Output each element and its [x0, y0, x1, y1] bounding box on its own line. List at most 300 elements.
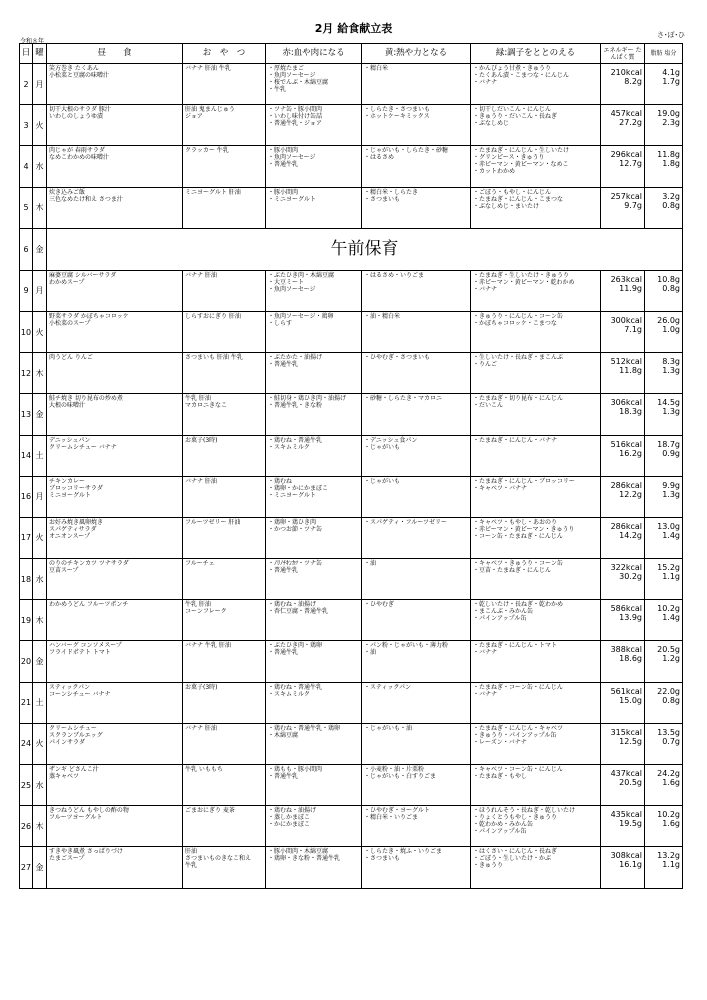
cell-line: 14.5g	[657, 398, 680, 408]
cell-line: 12.7g	[619, 159, 642, 169]
energy-protein-cell	[601, 517, 645, 558]
cell-line: ・鶏むね・油揚げ	[268, 807, 317, 815]
green-group-cell	[471, 723, 601, 764]
cell-line: バナナ 肝油	[185, 477, 217, 485]
cell-line: ・キャベツ・コーン缶・にんじん	[473, 766, 563, 773]
cell-line: ・じゃがいも・油	[364, 724, 413, 732]
menu-row	[20, 435, 683, 476]
cell-line: ・ミニヨーグルト	[268, 491, 316, 499]
menu-row	[20, 559, 683, 600]
cell-line: ・鶏むね・普通牛乳	[268, 436, 323, 444]
cell-line: ・りょくとうもやし・きゅうり	[473, 814, 558, 822]
cell-line: 蒸キャベツ	[49, 773, 80, 780]
cell-line: 1.4g	[662, 530, 680, 540]
weekday-cell: 月	[33, 270, 47, 311]
weekday-cell: 火	[33, 723, 47, 764]
energy-protein-cell	[601, 806, 645, 847]
cell-line: ・ぶたひき肉・木綿豆腐	[268, 271, 335, 279]
day-cell: 4	[20, 146, 33, 187]
cell-line: ・鶏もも・豚小間肉	[268, 766, 323, 773]
cell-line: ブロッコリーサラダ	[49, 484, 103, 492]
green-group-cell	[471, 187, 601, 228]
cell-line: ・乾しいたけ・長ねぎ・乾わかめ	[473, 601, 564, 609]
day-cell: 21	[20, 682, 33, 723]
fat-salt-cell	[645, 476, 683, 517]
cell-line: ・ミニヨーグルト	[268, 195, 316, 203]
fat-salt-cell	[645, 641, 683, 682]
cell-line: スクランブルエッグ	[49, 731, 103, 739]
weekday-cell: 火	[33, 311, 47, 352]
cell-line: ・普通牛乳	[268, 567, 299, 575]
cell-line: ・厚焼たまご	[268, 65, 305, 72]
snack-cell	[183, 476, 266, 517]
cell-line: ・パインアップル缶	[473, 828, 527, 836]
cell-line: 308kcal	[610, 851, 642, 861]
lunch-cell	[47, 559, 183, 600]
cell-line: クラッカー 牛乳	[185, 147, 229, 155]
cell-line: すきやき風煮 さっぱりづけ	[49, 848, 123, 856]
cell-line: ザンギ どさんこ汁	[49, 766, 99, 773]
cell-line: 10.2g	[657, 604, 680, 614]
cell-line: 263kcal	[610, 274, 642, 284]
cell-line: ・バナナ	[473, 690, 498, 698]
cell-line: 0.8g	[662, 695, 680, 705]
cell-line: 肉じゃが 春雨サラダ	[49, 147, 105, 155]
cell-line: きつねうどん もやしの酢の物	[49, 807, 129, 815]
cell-line: 516kcal	[610, 439, 642, 449]
menu-row	[20, 847, 683, 888]
cell-line: ・キャベツ・バナナ	[473, 484, 528, 492]
cell-line: 1.4g	[662, 613, 680, 623]
cell-line: 16.2g	[619, 448, 642, 458]
weekday-cell: 水	[33, 559, 47, 600]
header-row	[20, 44, 683, 64]
cell-line: 586kcal	[610, 604, 642, 614]
cell-line: クリームシチュー バナナ	[49, 443, 117, 451]
fat-salt-cell	[645, 682, 683, 723]
cell-line: マカロニきなこ	[185, 402, 228, 410]
cell-line: ・ツナ缶・豚小間肉	[268, 106, 323, 114]
cell-line: ・りんご	[473, 361, 498, 369]
day-cell: 16	[20, 476, 33, 517]
cell-line: ・牛乳	[268, 86, 287, 93]
weekday-cell: 火	[33, 105, 47, 146]
cell-line: ・ﾉﾘﾉﾁｷﾝｶﾂ・ツナ缶	[268, 560, 323, 568]
energy-protein-cell	[601, 723, 645, 764]
menu-row	[20, 311, 683, 352]
cell-line: ・豆苗・たまねぎ・にんじん	[473, 567, 552, 575]
col-green: 緑:調子をととのえる	[471, 44, 601, 64]
lunch-cell	[47, 105, 183, 146]
cell-line: 豆苗スープ	[49, 567, 79, 575]
cell-line: ・グリンピース・きゅうり	[473, 154, 545, 162]
cell-line: ・たくあん漬・こまつな・にんじん	[473, 72, 570, 79]
lunch-cell	[47, 847, 183, 888]
cell-line: ・ひやむぎ・ヨーグルト	[364, 807, 430, 815]
cell-line: ・豚小間肉	[268, 147, 299, 155]
cell-line: ・たまねぎ・にんじん・こまつな	[473, 195, 564, 203]
menu-row	[20, 146, 683, 187]
cell-line: ・普通牛乳	[268, 649, 299, 657]
menu-row	[20, 641, 683, 682]
cell-line: 13.9g	[619, 613, 642, 623]
cell-line: いわしのしょうゆ漬	[49, 113, 104, 121]
fat-salt-cell	[645, 765, 683, 806]
cell-line: 9.7g	[624, 200, 642, 210]
yellow-group-cell	[362, 476, 471, 517]
cell-line: 20.5g	[657, 645, 680, 655]
weekday-cell: 水	[33, 146, 47, 187]
menu-row	[20, 353, 683, 394]
cell-line: フルーチェ	[185, 560, 215, 568]
cell-line: ・ごぼう・もやし・にんじん	[473, 188, 552, 196]
cell-line: ・豚小間肉	[268, 188, 299, 196]
cell-line: 1.8g	[662, 159, 680, 169]
day-cell: 6	[20, 228, 33, 270]
cell-line: 16.1g	[619, 860, 642, 870]
cell-line: 1.1g	[662, 860, 680, 870]
cell-line: 15.2g	[657, 563, 680, 573]
cell-line: ・じゃがいも	[364, 477, 401, 485]
cell-line: 13.2g	[657, 851, 680, 861]
cell-line: 15.0g	[619, 695, 642, 705]
energy-protein-cell	[601, 394, 645, 435]
cell-line: 1.3g	[662, 407, 680, 417]
green-group-cell	[471, 559, 601, 600]
cell-line: 13.0g	[657, 521, 680, 531]
cell-line: オニオンスープ	[49, 532, 90, 540]
green-group-cell	[471, 641, 601, 682]
lunch-cell	[47, 723, 183, 764]
cell-line: ・鶏卵・きな粉・普通牛乳	[268, 855, 341, 863]
cell-line: ・たまねぎ・にんじん・トマト	[473, 642, 558, 650]
menu-row	[20, 600, 683, 641]
cell-line: 210kcal	[610, 68, 642, 77]
cell-line: スパゲティサラダ	[49, 525, 97, 533]
menu-row	[20, 187, 683, 228]
cell-line: ・はるさめ・いりごま	[364, 271, 425, 279]
green-group-cell	[471, 270, 601, 311]
cell-line: ・いわし味付け缶詰	[268, 113, 323, 121]
red-group-cell	[266, 600, 362, 641]
cell-line: ・さつまいも	[364, 855, 401, 863]
cell-line: さつまいものきなこ和え	[185, 855, 252, 863]
cell-line: バナナ 肝油	[185, 724, 217, 732]
cell-line: さつまいも 肝油 牛乳	[185, 354, 243, 362]
cell-line: ・鶏卵・かにかまぼこ	[268, 484, 329, 492]
cell-line: ・たまねぎ・にんじん・バナナ	[473, 436, 558, 444]
menu-row	[20, 517, 683, 558]
cell-line: ・きゅうり・だいこん・長ねぎ	[473, 113, 558, 121]
red-group-cell	[266, 806, 362, 847]
lunch-cell	[47, 394, 183, 435]
cell-line: 8.2g	[624, 77, 642, 86]
cell-line: 0.7g	[662, 736, 680, 746]
lunch-cell	[47, 146, 183, 187]
fat-salt-cell	[645, 394, 683, 435]
special-note: 午前保育	[47, 228, 683, 270]
lunch-cell	[47, 682, 183, 723]
menu-table	[19, 43, 683, 889]
cell-line: ・スキムミルク	[268, 690, 310, 698]
cell-line: ・大豆ミート	[268, 278, 305, 286]
red-group-cell	[266, 723, 362, 764]
red-group-cell	[266, 559, 362, 600]
lunch-cell	[47, 476, 183, 517]
snack-cell	[183, 641, 266, 682]
snack-cell	[183, 64, 266, 105]
green-group-cell	[471, 64, 601, 105]
col-lunch: 昼 食	[47, 44, 183, 64]
col-red: 赤:血や肉になる	[266, 44, 362, 64]
cell-line: ・ぶたかた・油揚げ	[268, 354, 323, 362]
energy-protein-cell	[601, 146, 645, 187]
weekday-cell: 月	[33, 476, 47, 517]
cell-line: ・しらたき・さつまいも	[364, 106, 431, 114]
cell-line: 10.2g	[657, 810, 680, 820]
cell-line: ・たまねぎ・もやし	[473, 773, 528, 780]
cell-line: チキンカレー	[49, 477, 85, 485]
weekday-cell: 火	[33, 517, 47, 558]
cell-line: ・かにかまぼこ	[268, 821, 311, 829]
cell-line: ・しらたき・焼ふ・いりごま	[364, 848, 443, 856]
cell-line: ・コーン缶・たまねぎ・にんじん	[473, 532, 563, 540]
fat-salt-cell	[645, 146, 683, 187]
lunch-cell	[47, 187, 183, 228]
cell-line: しらすおにぎり 肝油	[185, 312, 241, 320]
cell-line: 肝油 鬼まんじゅう	[185, 106, 235, 114]
green-group-cell	[471, 394, 601, 435]
cell-line: ・パン粉・じゃがいも・薄力粉	[364, 642, 449, 650]
school-label: さ･ぽ･ひ	[657, 31, 685, 39]
cell-line: ・キャベツ・もやし・あおのり	[473, 518, 558, 526]
snack-cell	[183, 847, 266, 888]
lunch-cell	[47, 353, 183, 394]
cell-line: ごまおにぎり 麦茶	[185, 807, 235, 815]
fat-salt-cell	[645, 64, 683, 105]
energy-protein-cell	[601, 353, 645, 394]
cell-line: 512kcal	[610, 357, 642, 367]
cell-line: 8.3g	[662, 357, 680, 367]
fat-salt-cell	[645, 723, 683, 764]
cell-line: 肝油	[185, 848, 198, 856]
cell-line: ・きゅうり・にんじん・コーン缶	[473, 312, 563, 320]
menu-row	[20, 105, 683, 146]
cell-line: ・はくさい・にんじん・長ねぎ	[473, 848, 558, 856]
yellow-group-cell	[362, 270, 471, 311]
cell-line: ・精白米・いりごま	[364, 814, 419, 822]
cell-line: ・魚肉ソーセージ・鶏卵	[268, 312, 334, 320]
cell-line: 24.2g	[657, 769, 680, 778]
cell-line: お菓子(3時)	[185, 683, 218, 691]
cell-line: 2.3g	[662, 118, 680, 128]
cell-line: ・赤ピーマン・黄ピーマン・乾わかめ	[473, 278, 575, 286]
cell-line: 26.0g	[657, 315, 680, 325]
cell-line: わかめうどん フルーツポンチ	[49, 601, 129, 609]
weekday-cell: 月	[33, 64, 47, 105]
fat-salt-cell	[645, 806, 683, 847]
cell-line: ・ひやむぎ・さつまいも	[364, 354, 431, 362]
green-group-cell	[471, 476, 601, 517]
yellow-group-cell	[362, 311, 471, 352]
cell-line: ・普通牛乳	[268, 361, 299, 369]
yellow-group-cell	[362, 806, 471, 847]
red-group-cell	[266, 105, 362, 146]
cell-line: 10.8g	[657, 274, 680, 284]
cell-line: 437kcal	[610, 769, 642, 778]
lunch-cell	[47, 600, 183, 641]
red-group-cell	[266, 476, 362, 517]
cell-line: 27.2g	[619, 118, 642, 128]
cell-line: ・普通牛乳	[268, 773, 299, 780]
red-group-cell	[266, 146, 362, 187]
cell-line: コーンシチュー バナナ	[49, 690, 111, 698]
cell-line: 296kcal	[610, 150, 642, 160]
cell-line: 麻婆豆腐 シルバーサラダ	[49, 271, 117, 279]
cell-line: ハンバーグ コンソメスープ	[49, 642, 122, 650]
cell-line: ・普通牛乳・ジョア	[268, 120, 322, 128]
day-cell: 2	[20, 64, 33, 105]
weekday-cell: 土	[33, 435, 47, 476]
green-group-cell	[471, 435, 601, 476]
cell-line: 18.6g	[619, 654, 642, 664]
cell-line: 18.7g	[657, 439, 680, 449]
energy-protein-cell	[601, 270, 645, 311]
cell-line: ・鮭切身・鶏ひき肉・油揚げ	[268, 395, 347, 403]
cell-line: 1.1g	[662, 572, 680, 582]
weekday-cell: 金	[33, 394, 47, 435]
cell-line: ・たまねぎ・生しいたけ・きゅうり	[473, 271, 570, 279]
cell-line: ・生しいたけ・長ねぎ・まこんぶ	[473, 354, 564, 362]
cell-line: ・桜でんぶ・木綿豆腐	[268, 79, 329, 86]
cell-line: 小松菜と豆腐の味噌汁	[49, 72, 110, 79]
yellow-group-cell	[362, 517, 471, 558]
cell-line: 0.8g	[662, 283, 680, 293]
menu-row	[20, 806, 683, 847]
cell-line: パインサラダ	[49, 738, 85, 746]
cell-line: ・パインアップル缶	[473, 615, 527, 623]
cell-line: ・カットわかめ	[473, 168, 515, 176]
menu-row	[20, 394, 683, 435]
cell-line: 12.2g	[619, 489, 642, 499]
yellow-group-cell	[362, 600, 471, 641]
energy-protein-cell	[601, 600, 645, 641]
cell-line: ・ぶなしめじ	[473, 120, 510, 128]
weekday-cell: 金	[33, 228, 47, 270]
red-group-cell	[266, 765, 362, 806]
cell-line: ・砂糖・しらたき・マカロニ	[364, 395, 443, 403]
cell-line: ・かつお節・ツナ缶	[268, 525, 323, 533]
cell-line: ・魚肉ソーセージ	[268, 72, 316, 79]
cell-line: ・魚肉ソーセージ	[268, 154, 316, 162]
cell-line: 牛乳	[185, 862, 198, 870]
energy-protein-cell	[601, 847, 645, 888]
lunch-cell	[47, 311, 183, 352]
weekday-cell: 木	[33, 187, 47, 228]
energy-protein-cell	[601, 682, 645, 723]
energy-protein-cell	[601, 105, 645, 146]
yellow-group-cell	[362, 847, 471, 888]
day-cell: 20	[20, 641, 33, 682]
day-cell: 19	[20, 600, 33, 641]
snack-cell	[183, 105, 266, 146]
energy-protein-cell	[601, 476, 645, 517]
day-cell: 17	[20, 517, 33, 558]
col-yellow: 黄:熱や力となる	[362, 44, 471, 64]
cell-line: ・赤ピーマン・黄ピーマン・きゅうり	[473, 525, 575, 533]
fat-salt-cell	[645, 311, 683, 352]
fat-salt-cell	[645, 353, 683, 394]
red-group-cell	[266, 847, 362, 888]
day-cell: 12	[20, 353, 33, 394]
snack-cell	[183, 806, 266, 847]
energy-protein-cell	[601, 765, 645, 806]
cell-line: 286kcal	[610, 480, 642, 490]
cell-line: ・じゃがいも	[364, 443, 401, 451]
red-group-cell	[266, 353, 362, 394]
menu-row	[20, 228, 683, 270]
energy-protein-cell	[601, 311, 645, 352]
cell-line: ミニヨーグルト 肝油	[185, 188, 241, 196]
cell-line: 286kcal	[610, 521, 642, 531]
cell-line: 1.6g	[662, 819, 680, 829]
cell-line: 11.9g	[619, 283, 642, 293]
cell-line: ・切干しだいこん・にんじん	[473, 106, 552, 114]
cell-line: ・乾わかめ・みかん缶	[473, 821, 534, 829]
cell-line: クリームシチュー	[49, 724, 97, 732]
cell-line: 小松菜のスープ	[49, 319, 91, 327]
cell-line: 18.3g	[619, 407, 642, 417]
lunch-cell	[47, 806, 183, 847]
green-group-cell	[471, 765, 601, 806]
cell-line: 257kcal	[610, 191, 642, 201]
yellow-group-cell	[362, 723, 471, 764]
cell-line: のりのチキンカツ ツナサラダ	[49, 560, 129, 568]
cell-line: たまごスープ	[49, 855, 85, 863]
cell-line: ・油・精白米	[364, 312, 401, 320]
cell-line: フルーツゼリー 肝油	[185, 518, 241, 526]
menu-row	[20, 476, 683, 517]
cell-line: ・普通牛乳	[268, 161, 299, 169]
menu-row	[20, 64, 683, 105]
cell-line: ・ほうれんそう・長ねぎ・乾しいたけ	[473, 807, 576, 815]
cell-line: ・バナナ	[473, 79, 498, 86]
snack-cell	[183, 517, 266, 558]
cell-line: 牛乳 いももち	[185, 766, 223, 773]
cell-line: 肉うどん りんご	[49, 354, 93, 362]
menu-body	[20, 64, 683, 889]
red-group-cell	[266, 517, 362, 558]
cell-line: 322kcal	[610, 563, 642, 573]
cell-line: お好み焼き風卵焼き	[49, 518, 104, 526]
snack-cell	[183, 394, 266, 435]
yellow-group-cell	[362, 765, 471, 806]
red-group-cell	[266, 641, 362, 682]
cell-line: 300kcal	[610, 315, 642, 325]
cell-line: ・魚肉ソーセージ	[268, 285, 316, 293]
snack-cell	[183, 559, 266, 600]
cell-line: 野菜サラダ かぼちゃコロッケ	[49, 312, 129, 320]
cell-line: なめこわかめの味噌汁	[49, 154, 110, 162]
cell-line: スティックパン	[49, 683, 91, 691]
snack-cell	[183, 187, 266, 228]
cell-line: ・デニッシュ食パン	[364, 436, 418, 444]
red-group-cell	[266, 270, 362, 311]
green-group-cell	[471, 146, 601, 187]
cell-line: ・さつまいも	[364, 195, 401, 203]
cell-line: 1.6g	[662, 778, 680, 787]
green-group-cell	[471, 806, 601, 847]
